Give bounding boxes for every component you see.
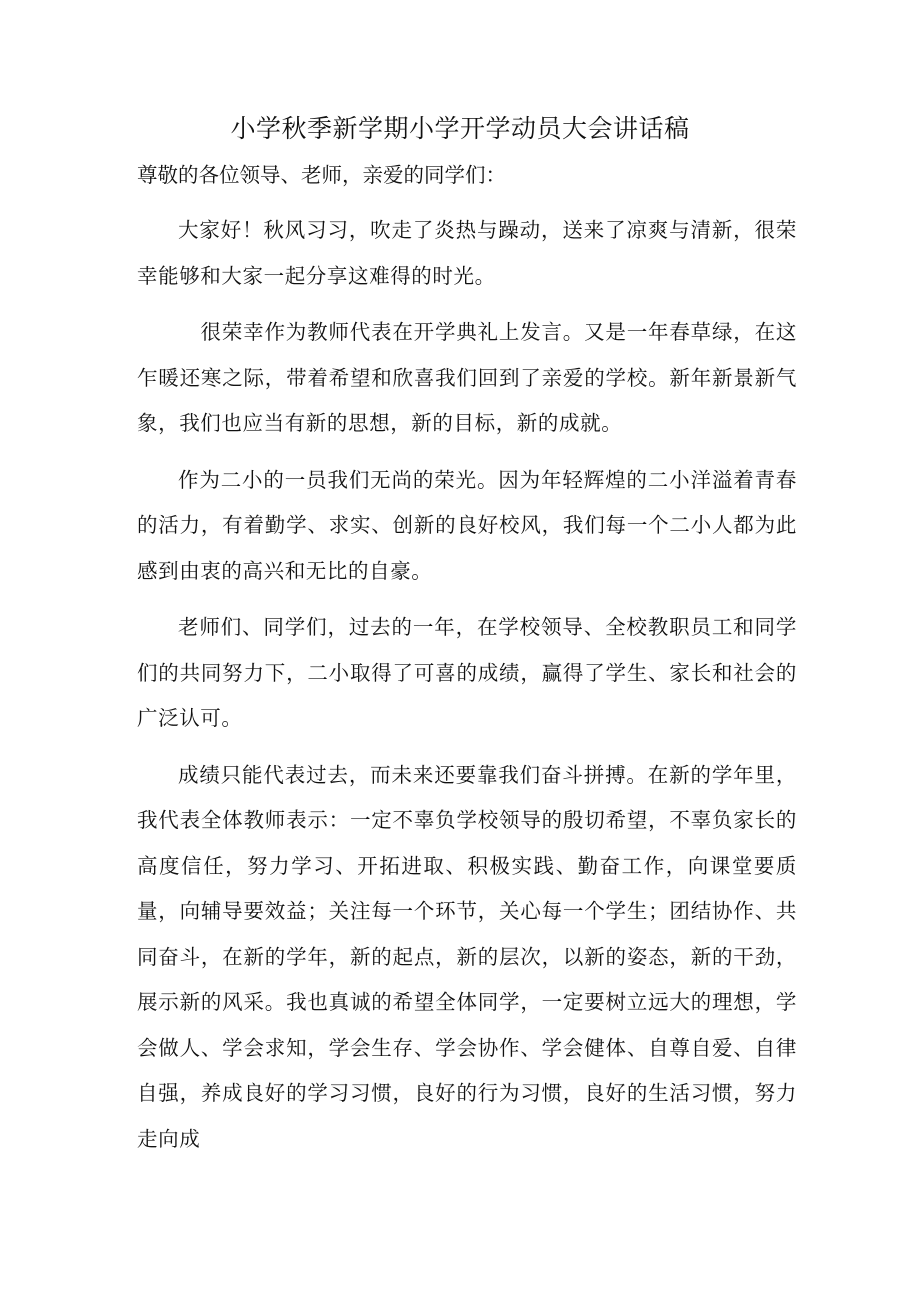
paragraph: 作为二小的一员我们无尚的荣光。因为年轻辉煌的二小洋溢着青春的活力，有着勤学、求实、创新的良好校风，我们每一个二小人都为此感到由衷的高兴和无比的自豪。 xyxy=(137,467,797,583)
paragraph: 老师们、同学们，过去的一年，在学校领导、全校教职员工和同学们的共同努力下，二小取得了可喜的成绩，赢得了学生、家长和社会的广泛认可。 xyxy=(137,615,797,730)
salutation: 尊敬的各位领导、老师，亲爱的同学们： xyxy=(137,163,506,187)
document-title: 小学秋季新学期小学开学动员大会讲话稿 xyxy=(230,114,690,143)
document-body xyxy=(137,208,797,1173)
paragraph: 大家好！秋风习习，吹走了炎热与躁动，送来了凉爽与清新，很荣幸能够和大家一起分享这难得的时光。 xyxy=(137,218,797,288)
paragraph: 很荣幸作为教师代表在开学典礼上发言。又是一年春草绿，在这乍暖还寒之际，带着希望和欣喜我们回到了亲爱的学校。新年新景新气象，我们也应当有新的思想，新的目标，新的成就。 xyxy=(137,320,797,435)
paragraph: 成绩只能代表过去，而未来还要靠我们奋斗拼搏。在新的学年里，我代表全体教师表示：一定不辜负学校领导的殷切希望，不辜负家长的高度信任，努力学习、开拓进取、积极实践、勤奋工作，向课堂要质量，向辅导要效益；关注每一个环节，关心每一个学生；团结协作、共同奋斗，在新的学年，新的起点，新的层次，以新的姿态，新的干劲，展示新的风采。我也真诚的希望全体同学，一定要树立远大的理想，学会做人、学会求知，学会生存、学会协作、学会健体、自尊自爱、自律自强，养成良好的学习习惯，良好的行为习惯，良好的生活习惯，努力走向成 xyxy=(137,762,797,1151)
